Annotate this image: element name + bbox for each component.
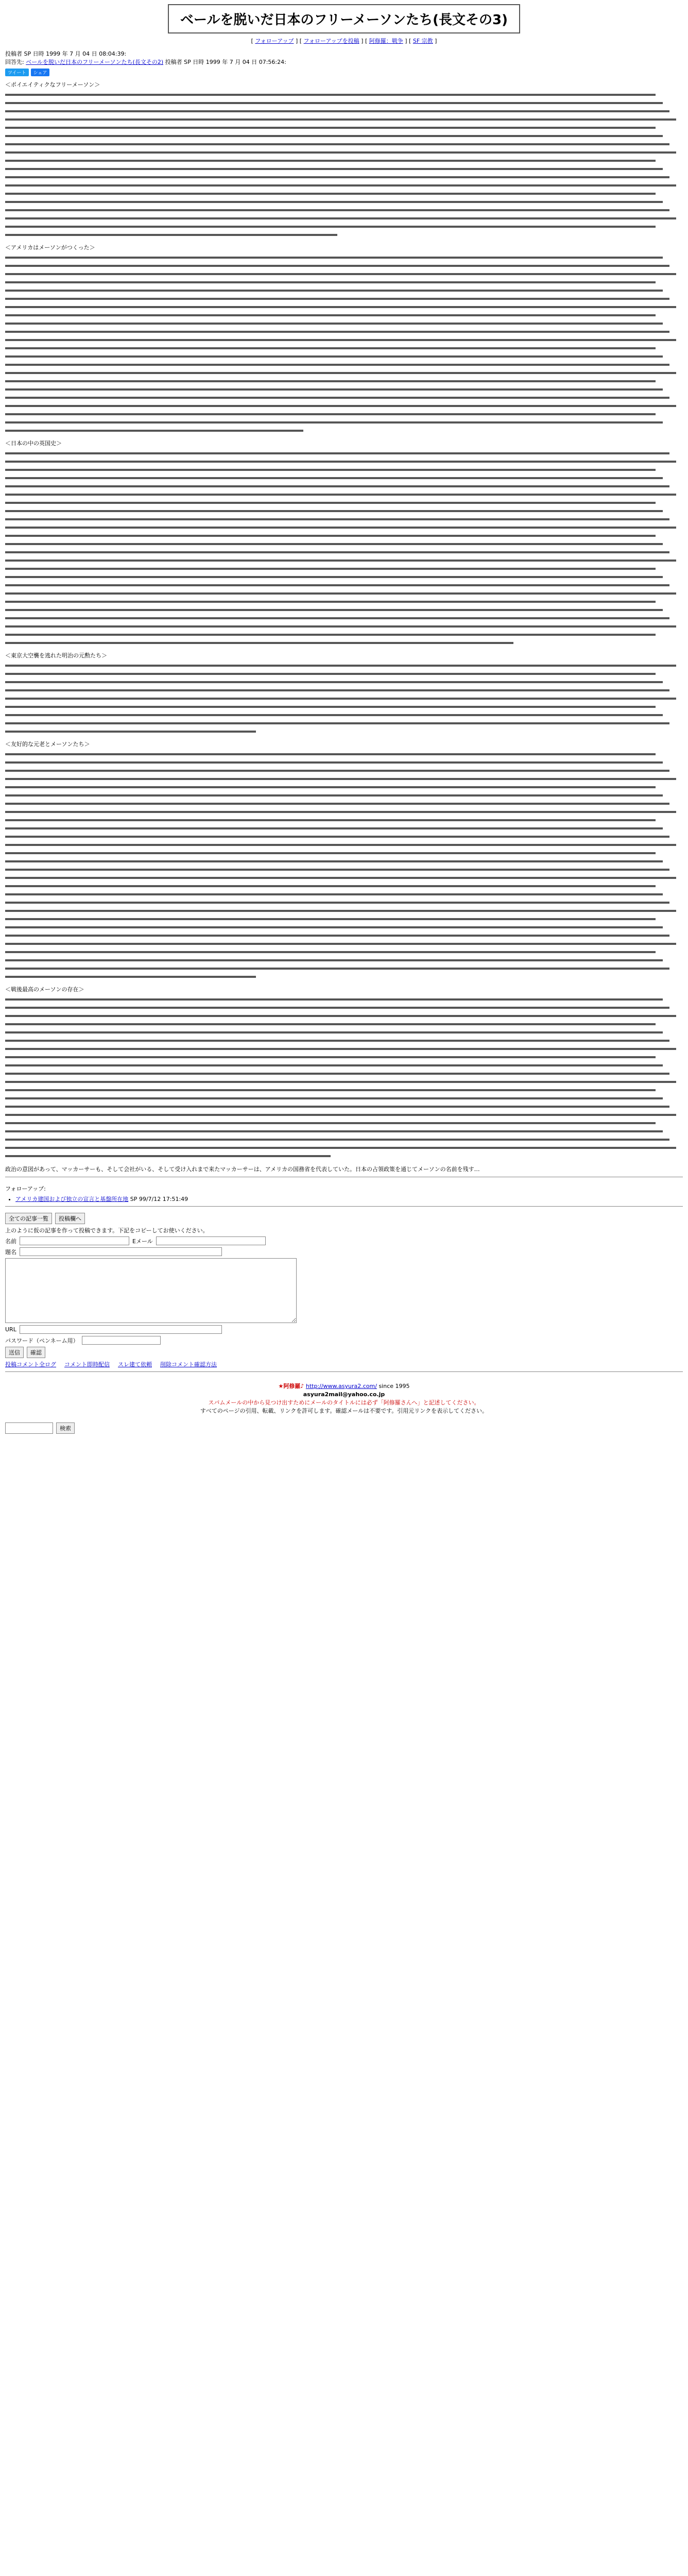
text-line [5, 995, 683, 1004]
followup-item-meta: SP 99/7/12 17:51:49 [130, 1196, 188, 1202]
pass-input[interactable] [82, 1336, 161, 1345]
text-line [5, 606, 683, 614]
text-line [5, 270, 683, 278]
text-line [5, 808, 683, 816]
text-line [5, 711, 683, 719]
text-line [5, 336, 683, 344]
text-line [5, 662, 683, 670]
text-line [5, 1061, 683, 1070]
text-line [5, 956, 683, 964]
twitter-share-button[interactable]: ツイート [5, 69, 29, 76]
title-wrap [5, 4, 683, 33]
text-line [5, 474, 683, 482]
text-line [5, 328, 683, 336]
text-line [5, 719, 683, 727]
text-line [5, 694, 683, 703]
text-line [5, 948, 683, 956]
text-line [5, 1004, 683, 1012]
text-line [5, 157, 683, 165]
text-line [5, 816, 683, 824]
title-input[interactable] [20, 1247, 222, 1256]
bottom-search [5, 1422, 683, 1434]
name-label: 名前 [5, 1238, 16, 1245]
text-line [5, 173, 683, 181]
text-line [5, 622, 683, 631]
nav-dir[interactable]: SF 宗教 [412, 38, 433, 44]
text-line [5, 1144, 683, 1152]
text-line [5, 91, 683, 99]
text-line [5, 262, 683, 270]
text-line [5, 866, 683, 874]
form-note: 上のように仮の記事を作って投稿できます。下記をコピーしてお使いください。 [5, 1227, 209, 1234]
text-line [5, 670, 683, 678]
text-line [5, 115, 683, 124]
text-line [5, 573, 683, 581]
text-line [5, 1070, 683, 1078]
text-line [5, 1103, 683, 1111]
text-line [5, 1119, 683, 1127]
footer-site-link[interactable]: http://www.asyura2.com/ [305, 1383, 377, 1389]
text-line [5, 107, 683, 115]
nav-links: [ フォローアップ ] [ フォローアップを投稿 ] [ 阿修羅：戦争 ] [ SF 宗教 ] [251, 38, 437, 44]
text-line [5, 427, 683, 435]
text-line [5, 369, 683, 377]
section-heading: ＜アメリカはメーソンがつくった＞ [5, 244, 95, 251]
meta-line1: 投稿者 SP 日時 1999 年 7 月 04 日 08:04:39: [5, 50, 127, 57]
text-line [5, 361, 683, 369]
section-text [5, 91, 683, 239]
text-line [5, 311, 683, 319]
text-line [5, 639, 683, 647]
section-heading: ＜友好的な元老とメーソンたち＞ [5, 741, 90, 748]
text-line [5, 206, 683, 214]
footer-mail: asyura2mail@yahoo.co.jp [303, 1391, 385, 1398]
body-textarea[interactable] [5, 1258, 297, 1323]
text-line [5, 253, 683, 262]
text-line [5, 1020, 683, 1028]
title-label: 題名 [5, 1248, 16, 1256]
text-line [5, 507, 683, 515]
text-line [5, 231, 683, 239]
email-input[interactable] [156, 1236, 266, 1245]
text-line [5, 352, 683, 361]
text-line [5, 1078, 683, 1086]
text-line [5, 532, 683, 540]
text-line [5, 548, 683, 556]
text-line [5, 132, 683, 140]
bottom-search-button[interactable]: 検索 [56, 1422, 75, 1434]
link-comment-feed[interactable]: コメント即時配信 [64, 1361, 110, 1368]
nav-followup[interactable]: フォローアップ [255, 38, 294, 44]
text-line [5, 791, 683, 800]
submit-row [5, 1347, 683, 1358]
text-line [5, 165, 683, 173]
text-line [5, 923, 683, 931]
all-posts-button[interactable]: 全ての記事一覧 [5, 1213, 52, 1224]
footer-note: スパムメールの中から見つけ出すためにメールのタイトルには必ず「阿修羅さんへ」と記述してください。 [208, 1399, 480, 1406]
text-line [5, 198, 683, 206]
post-area-button[interactable]: 投稿欄へ [55, 1213, 85, 1224]
text-line [5, 499, 683, 507]
text-line [5, 686, 683, 694]
text-line [5, 124, 683, 132]
text-line [5, 181, 683, 190]
text-line [5, 767, 683, 775]
text-line [5, 581, 683, 589]
bottom-search-input[interactable] [5, 1422, 53, 1434]
text-line [5, 857, 683, 866]
section-heading: ＜東京大空襲を逃れた明治の元勲たち＞ [5, 652, 107, 659]
text-line [5, 515, 683, 523]
text-line [5, 319, 683, 328]
text-line [5, 940, 683, 948]
text-line [5, 800, 683, 808]
email-label: Eメール [132, 1238, 153, 1245]
section-heading: ＜ポイエイティクなフリーメーソン＞ [5, 81, 100, 88]
reply-form [5, 1213, 683, 1368]
article-body [5, 80, 683, 1174]
followup-item-link[interactable]: アメリカ建国および独立の宣言と基盤所在地 [15, 1196, 129, 1202]
name-row [5, 1236, 683, 1245]
text-line [5, 678, 683, 686]
text-line [5, 457, 683, 466]
text-line [5, 964, 683, 973]
text-line [5, 410, 683, 418]
text-line [5, 1127, 683, 1136]
text-line [5, 783, 683, 791]
text-line [5, 418, 683, 427]
text-line [5, 1053, 683, 1061]
text-line [5, 631, 683, 639]
link-thread-request[interactable]: スレ建て依頼 [118, 1361, 152, 1368]
text-line [5, 482, 683, 490]
nav-followup-post[interactable]: フォローアップを投稿 [303, 38, 359, 44]
form-top-buttons [5, 1213, 683, 1224]
text-line [5, 1152, 683, 1160]
text-line [5, 703, 683, 711]
text-line [5, 466, 683, 474]
text-line [5, 833, 683, 841]
submit-button[interactable]: 送信 [5, 1347, 24, 1358]
text-line [5, 286, 683, 295]
post-meta [5, 50, 683, 66]
text-line [5, 750, 683, 758]
text-line [5, 523, 683, 532]
divider [5, 1371, 683, 1372]
text-line [5, 140, 683, 148]
text-line [5, 99, 683, 107]
text-line [5, 295, 683, 303]
text-line [5, 882, 683, 890]
tool-links [5, 1360, 683, 1368]
section-heading: ＜戦後最高のメーソンの存在＞ [5, 986, 84, 993]
pass-row [5, 1336, 683, 1345]
text-line [5, 841, 683, 849]
text-line [5, 303, 683, 311]
closing-paragraph: 政治の意図があって、マッカーサーも、そして会社がいる、そして受け入れまで来たマッカーサーは、アメリカの国務省を代表していた。日本の占領政策を通じてメーソンの名前を残す… [5, 1166, 480, 1173]
text-line [5, 589, 683, 598]
text-line [5, 394, 683, 402]
url-input[interactable] [20, 1325, 222, 1334]
text-line [5, 385, 683, 394]
followup-list [15, 1195, 683, 1203]
meta-reply-suffix: 投稿者 SP 日時 1999 年 7 月 04 日 07:56:24: [163, 59, 286, 65]
text-line [5, 849, 683, 857]
text-line [5, 540, 683, 548]
text-line [5, 1111, 683, 1119]
text-line [5, 874, 683, 882]
text-line [5, 1045, 683, 1053]
text-line [5, 565, 683, 573]
preview-button[interactable]: 確認 [27, 1347, 45, 1358]
text-line [5, 727, 683, 736]
pass-label: パスワード（ペンネーム用） [5, 1337, 79, 1344]
text-line [5, 344, 683, 352]
footer [5, 1382, 683, 1415]
section-text [5, 662, 683, 736]
text-line [5, 490, 683, 499]
text-line [5, 915, 683, 923]
text-line [5, 824, 683, 833]
text-line [5, 1086, 683, 1094]
section-heading: ＜日本の中の英国史＞ [5, 440, 62, 447]
footer-mark: ★阿修羅♪ [278, 1383, 304, 1389]
text-line [5, 931, 683, 940]
text-line [5, 1136, 683, 1144]
meta-reply-prefix: 回答先: [5, 59, 26, 65]
text-line [5, 598, 683, 606]
footer-copyright: すべてのページの引用、転載、リンクを許可します。確認メールは不要です。引用元リンクを表示してください。 [200, 1408, 488, 1414]
text-line [5, 214, 683, 223]
meta-line2 [5, 58, 683, 66]
link-comment-log[interactable]: 投稿コメント全ログ [5, 1361, 56, 1368]
text-line [5, 1012, 683, 1020]
text-line [5, 1037, 683, 1045]
text-line [5, 758, 683, 767]
section-text [5, 995, 683, 1160]
page-title: ベールを脱いだ日本のフリーメーソンたち(長文その3) [168, 4, 520, 33]
text-line [5, 449, 683, 457]
text-line [5, 1094, 683, 1103]
text-line [5, 402, 683, 410]
section-text [5, 253, 683, 435]
text-line [5, 190, 683, 198]
url-row [5, 1325, 683, 1334]
nav-bbs[interactable]: 阿修羅：戦争 [369, 38, 403, 44]
followup-item [15, 1195, 683, 1203]
followup-section [5, 1184, 683, 1203]
text-line [5, 278, 683, 286]
section-text [5, 449, 683, 647]
footer-site-line [5, 1382, 683, 1391]
facebook-share-button[interactable]: シェア [31, 69, 50, 76]
url-label: URL [5, 1326, 16, 1333]
name-input[interactable] [20, 1236, 129, 1245]
body-row [5, 1258, 683, 1323]
text-line [5, 907, 683, 915]
footer-since: since 1995 [379, 1383, 410, 1389]
text-line [5, 973, 683, 981]
text-line [5, 148, 683, 157]
followup-label: フォローアップ: [5, 1185, 46, 1192]
title-row [5, 1247, 683, 1256]
link-delete-check[interactable]: 削除コメント確認方法 [160, 1361, 217, 1368]
text-line [5, 899, 683, 907]
divider [5, 1206, 683, 1207]
text-line [5, 775, 683, 783]
section-text [5, 750, 683, 981]
meta-reply-link[interactable]: ベールを脱いだ日本のフリーメーソンたち(長文その2) [26, 59, 164, 65]
share-buttons [5, 69, 683, 76]
text-line [5, 1028, 683, 1037]
text-line [5, 377, 683, 385]
text-line [5, 556, 683, 565]
text-line [5, 614, 683, 622]
text-line [5, 223, 683, 231]
text-line [5, 890, 683, 899]
